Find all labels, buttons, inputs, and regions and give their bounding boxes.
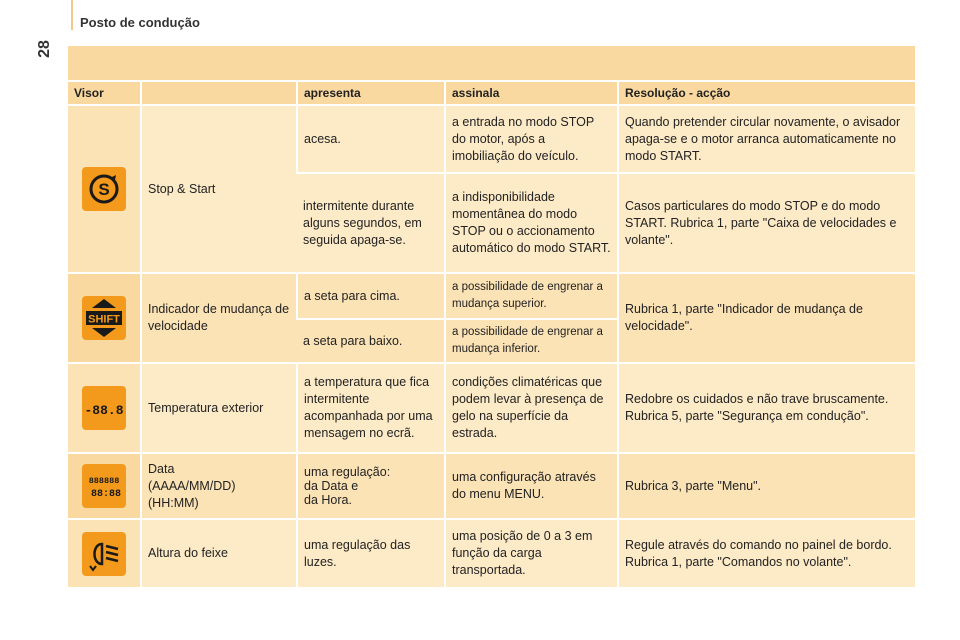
temperature-label: Temperatura exterior [141,363,297,453]
shift-apresenta-up: a seta para cima. [297,273,445,319]
shift-apresenta-down: a seta para baixo. [297,319,445,363]
beam-icon-cell [68,519,141,587]
stop-start-icon-cell [68,105,141,273]
date-display-icon [82,464,126,508]
stop-start-apresenta-1: acesa. [297,105,445,173]
date-label [141,453,297,519]
temperature-icon-text: -88.8 [84,403,124,418]
beam-resolucao: Regule através do comando no painel de bordo. Rubrica 1, parte "Comandos no volante". [618,519,915,587]
date-assinala: uma configuração através do menu MENU. [445,453,618,519]
table-row [68,363,915,453]
stop-start-apresenta-2: intermitente durante alguns segundos, em seguida apaga-se. [297,173,445,273]
stop-start-icon [82,167,126,211]
temperature-apresenta: a temperatura que fica intermitente acompanhada por uma mensagem no ecrã. [297,363,445,453]
beam-apresenta: uma regulação das luzes. [297,519,445,587]
date-apresenta-line1: uma regulação: [304,465,391,479]
temperature-display-icon [82,386,126,430]
header-visor: Visor [68,82,141,105]
date-apresenta [297,453,445,519]
stop-start-assinala-1: a entrada no modo STOP do motor, após a imobiliação do veículo. [445,105,618,173]
table-row [68,453,915,519]
shift-indicator-icon [82,296,126,340]
section-title: Posto de condução [80,15,200,30]
headlamp-beam-icon [82,532,126,576]
temperature-icon-cell [68,363,141,453]
shift-assinala-down: a possibilidade de engrenar a mudança inferior. [445,319,618,363]
beam-label: Altura do feixe [141,519,297,587]
date-icon-cell [68,453,141,519]
table-header-row [68,82,915,105]
date-apresenta-line2: da Data e [304,479,359,493]
temperature-resolucao: Redobre os cuidados e não trave bruscamente. Rubrica 5, parte "Segurança em condução". [618,363,915,453]
side-accent-line [71,0,73,30]
date-label-line2: (AAAA/MM/DD) [148,478,236,493]
header-assinala: assinala [445,82,618,105]
header-resolucao: Resolução - acção [618,82,915,105]
shift-label: Indicador de mudança de velocidade [141,273,297,363]
date-label-line3: (HH:MM) [148,495,199,510]
header-blank [141,82,297,105]
table-top-band [68,46,915,80]
date-icon-line1: 888888 [88,476,120,486]
stop-start-assinala-2: a indisponibilidade momentânea do modo STOP ou o accionamento automático do modo START. [445,173,618,273]
shift-icon-cell [68,273,141,363]
shift-resolucao: Rubrica 1, parte "Indicador de mudança de velocidade". [618,273,915,363]
stop-start-resolucao-2: Casos particulares do modo STOP e do modo START. Rubrica 1, parte "Caixa de velocidades e volante". [618,173,915,273]
table-row [68,519,915,587]
shift-assinala-up: a possibilidade de engrenar a mudança superior. [445,273,618,319]
stop-start-label: Stop & Start [141,105,297,273]
stop-start-resolucao-1: Quando pretender circular novamente, o avisador apaga-se e o motor arranca automaticamente no modo START. [618,105,915,173]
page-number: 28 [36,40,53,58]
date-label-line1: Data [148,461,175,476]
date-apresenta-line3: da Hora. [304,493,352,507]
svg-text:S: S [98,180,110,199]
table-row [68,105,915,173]
beam-assinala: uma posição de 0 a 3 em função da carga transportada. [445,519,618,587]
shift-icon-text: SHIFT [88,313,120,326]
temperature-assinala: condições climatéricas que podem levar à presença de gelo na superfície da estrada. [445,363,618,453]
indicator-table [68,82,915,587]
date-icon-line2: 88:88 [90,489,122,500]
header-apresenta: apresenta [297,82,445,105]
date-resolucao: Rubrica 3, parte "Menu". [618,453,915,519]
table-row [68,273,915,319]
